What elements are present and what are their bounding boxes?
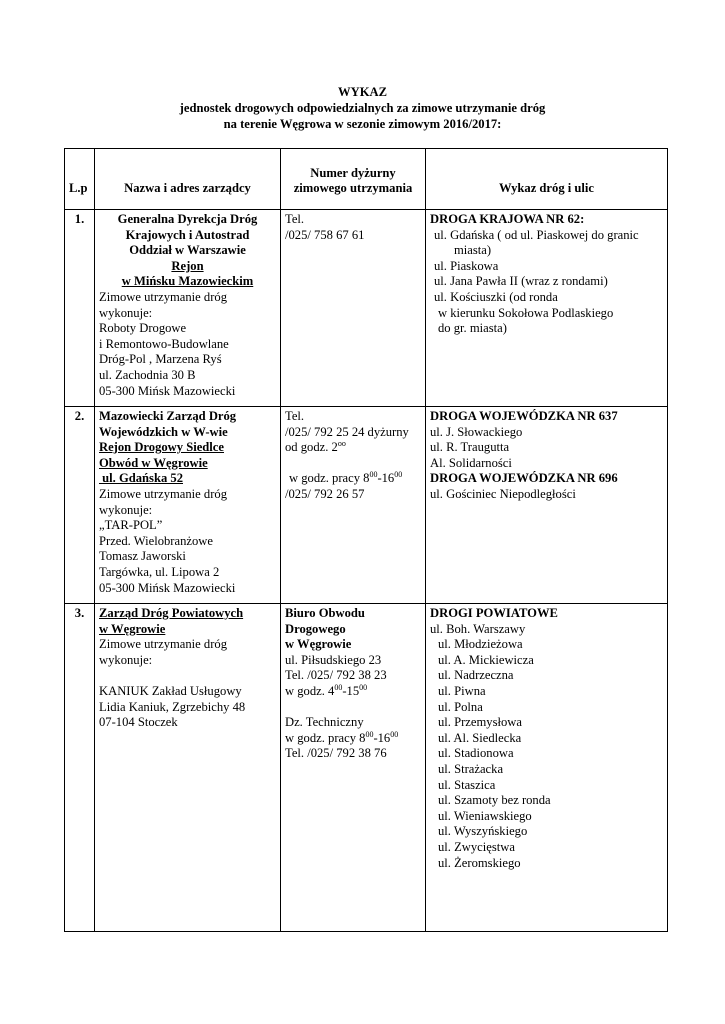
office-hours: w godz. $4^{00}-15^{00}$ bbox=[285, 682, 368, 698]
street-item: ul. Jana Pawła II (wraz z rondami) bbox=[434, 274, 608, 289]
office-name-line: Biuro Obwodu bbox=[285, 606, 365, 620]
work-hours: w godz. pracy $8^{00}-16^{00}$ bbox=[285, 729, 399, 745]
street-item: ul. Żeromskiego bbox=[438, 855, 521, 870]
street-item: ul. Nadrzeczna bbox=[438, 668, 514, 683]
street-item: ul. Wieniawskiego bbox=[438, 808, 532, 823]
street-item: ul. Młodzieżowa bbox=[438, 637, 523, 652]
row-number: 1. bbox=[65, 210, 95, 407]
street-item: miasta) bbox=[454, 243, 492, 258]
technical-department: Dz. Techniczny bbox=[285, 715, 364, 730]
contractor-line: wykonuje: bbox=[99, 652, 153, 667]
contractor-line: wykonuje: bbox=[99, 305, 153, 320]
roads-table bbox=[64, 148, 668, 932]
zarzadca-rejon-location: w Mińsku Mazowieckim bbox=[121, 274, 254, 289]
contractor-line: Tomasz Jaworski bbox=[99, 549, 186, 564]
street-item: ul. A. Mickiewicza bbox=[438, 652, 534, 667]
table-row bbox=[65, 210, 668, 407]
header-numer-line1: Numer dyżurny bbox=[310, 165, 396, 180]
drogi-cell bbox=[426, 210, 668, 407]
road-heading: DROGI POWIATOWE bbox=[430, 606, 558, 620]
contractor-line: wykonuje: bbox=[99, 502, 153, 517]
contractor-line: „TAR-POL” bbox=[99, 518, 163, 533]
zarzadca-name-line: Oddział w Warszawie bbox=[129, 243, 246, 258]
contractor-line: Roboty Drogowe bbox=[99, 321, 187, 336]
work-hours: w godz. pracy $8^{00}-16^{00}$ bbox=[289, 470, 403, 486]
street-item: Al. Solidarności bbox=[430, 455, 512, 470]
phone-number: /025/ 758 67 61 bbox=[285, 227, 365, 242]
zarzadca-rejon: Rejon bbox=[171, 258, 204, 273]
phone-label: Tel. bbox=[285, 212, 305, 226]
street-item: ul. Staszica bbox=[438, 777, 496, 792]
document-title bbox=[0, 84, 725, 132]
numer-cell bbox=[281, 210, 426, 407]
numer-cell bbox=[281, 407, 426, 604]
street-item: ul. R. Traugutta bbox=[430, 440, 510, 455]
header-lp: L.p bbox=[65, 149, 95, 210]
row-number: 3. bbox=[65, 604, 95, 932]
contractor-line: 05-300 Mińsk Mazowiecki bbox=[99, 580, 236, 595]
table-row bbox=[65, 407, 668, 604]
contractor-line: Przed. Wielobranżowe bbox=[99, 533, 213, 548]
header-wykaz: Wykaz dróg i ulic bbox=[426, 149, 668, 210]
contractor-line: i Remontowo-Budowlane bbox=[99, 336, 229, 351]
zarzadca-name-line: Krajowych i Autostrad bbox=[125, 227, 250, 242]
street-item: ul. Przemysłowa bbox=[438, 715, 522, 730]
zarzadca-name-line: Mazowiecki Zarząd Dróg bbox=[99, 409, 237, 423]
contractor-line: Zimowe utrzymanie dróg bbox=[99, 289, 227, 304]
road-heading: DROGA WOJEWÓDZKA NR 696 bbox=[430, 471, 618, 486]
street-item: ul. Gdańska ( od ul. Piaskowej do granic bbox=[434, 227, 639, 242]
table-header-row bbox=[65, 149, 668, 210]
duty-hours: od godz. $2^{oo}$ bbox=[285, 439, 346, 455]
street-item: ul. Gościniec Niepodległości bbox=[430, 486, 576, 501]
street-item: ul. J. Słowackiego bbox=[430, 424, 523, 439]
zarzadca-address: ul. Gdańska 52 bbox=[99, 471, 183, 486]
street-item: do gr. miasta) bbox=[438, 321, 507, 336]
street-item: ul. Al. Siedlecka bbox=[438, 730, 522, 745]
drogi-cell bbox=[426, 407, 668, 604]
zarzadca-name: Zarząd Dróg Powiatowych bbox=[99, 606, 244, 620]
header-numer bbox=[281, 149, 426, 210]
zarzadca-name-line: Generalna Dyrekcja Dróg bbox=[117, 212, 258, 226]
contractor-line: 05-300 Mińsk Mazowiecki bbox=[99, 383, 236, 398]
drogi-cell bbox=[426, 604, 668, 932]
phone-number: Tel. /025/ 792 38 23 bbox=[285, 668, 387, 683]
contractor-line: KANIUK Zakład Usługowy bbox=[99, 683, 242, 698]
street-item: ul. Piaskowa bbox=[434, 258, 499, 273]
contractor-line: Zimowe utrzymanie dróg bbox=[99, 637, 227, 652]
row-number: 2. bbox=[65, 407, 95, 604]
contractor-line: Targówka, ul. Lipowa 2 bbox=[99, 564, 220, 579]
street-item: ul. Szamoty bez ronda bbox=[438, 793, 551, 808]
header-numer-line2: zimowego utrzymania bbox=[293, 181, 413, 196]
office-address: ul. Piłsudskiego 23 bbox=[285, 652, 382, 667]
contractor-line: Lidia Kaniuk, Zgrzebichy 48 bbox=[99, 699, 246, 714]
contractor-line: Zimowe utrzymanie dróg bbox=[99, 486, 227, 501]
office-name-line: Drogowego bbox=[285, 621, 346, 636]
phone-label: Tel. bbox=[285, 409, 305, 423]
street-item: ul. Strażacka bbox=[438, 761, 504, 776]
phone-number: /025/ 792 26 57 bbox=[285, 486, 365, 501]
contractor-line: Dróg-Pol , Marzena Ryś bbox=[99, 352, 222, 367]
table-row bbox=[65, 604, 668, 932]
zarzadca-obwod: Obwód w Węgrowie bbox=[99, 455, 208, 470]
zarzadca-cell bbox=[95, 210, 281, 407]
zarzadca-location: w Węgrowie bbox=[99, 621, 166, 636]
office-name-line: w Węgrowie bbox=[285, 637, 352, 652]
zarzadca-cell bbox=[95, 604, 281, 932]
contractor-line: ul. Zachodnia 30 B bbox=[99, 367, 196, 382]
title-line-2: jednostek drogowych odpowiedzialnych za zimowe utrzymanie dróg bbox=[179, 101, 546, 115]
street-item: ul. Stadionowa bbox=[438, 746, 514, 761]
contractor-line: 07-104 Stoczek bbox=[99, 715, 178, 730]
phone-number: /025/ 792 25 24 dyżurny bbox=[285, 424, 409, 439]
street-item: ul. Wyszyńskiego bbox=[438, 824, 528, 839]
road-heading: DROGA KRAJOWA NR 62: bbox=[430, 212, 585, 226]
zarzadca-cell bbox=[95, 407, 281, 604]
road-heading: DROGA WOJEWÓDZKA NR 637 bbox=[430, 409, 618, 423]
street-item: ul. Zwycięstwa bbox=[438, 839, 515, 854]
street-item: w kierunku Sokołowa Podlaskiego bbox=[438, 305, 614, 320]
street-item: ul. Polna bbox=[438, 699, 483, 714]
title-line-3: na terenie Węgrowa w sezonie zimowym 2016/2017: bbox=[223, 117, 502, 131]
numer-cell bbox=[281, 604, 426, 932]
header-nazwa: Nazwa i adres zarządcy bbox=[95, 149, 281, 210]
phone-number: Tel. /025/ 792 38 76 bbox=[285, 746, 387, 761]
street-item: ul. Kościuszki (od ronda bbox=[434, 289, 558, 304]
street-item: ul. Piwna bbox=[438, 683, 486, 698]
zarzadca-name-line: Wojewódzkich w W-wie bbox=[99, 424, 228, 439]
zarzadca-rejon: Rejon Drogowy Siedlce bbox=[99, 440, 224, 455]
title-line-1: WYKAZ bbox=[338, 85, 387, 99]
street-item: ul. Boh. Warszawy bbox=[430, 621, 526, 636]
